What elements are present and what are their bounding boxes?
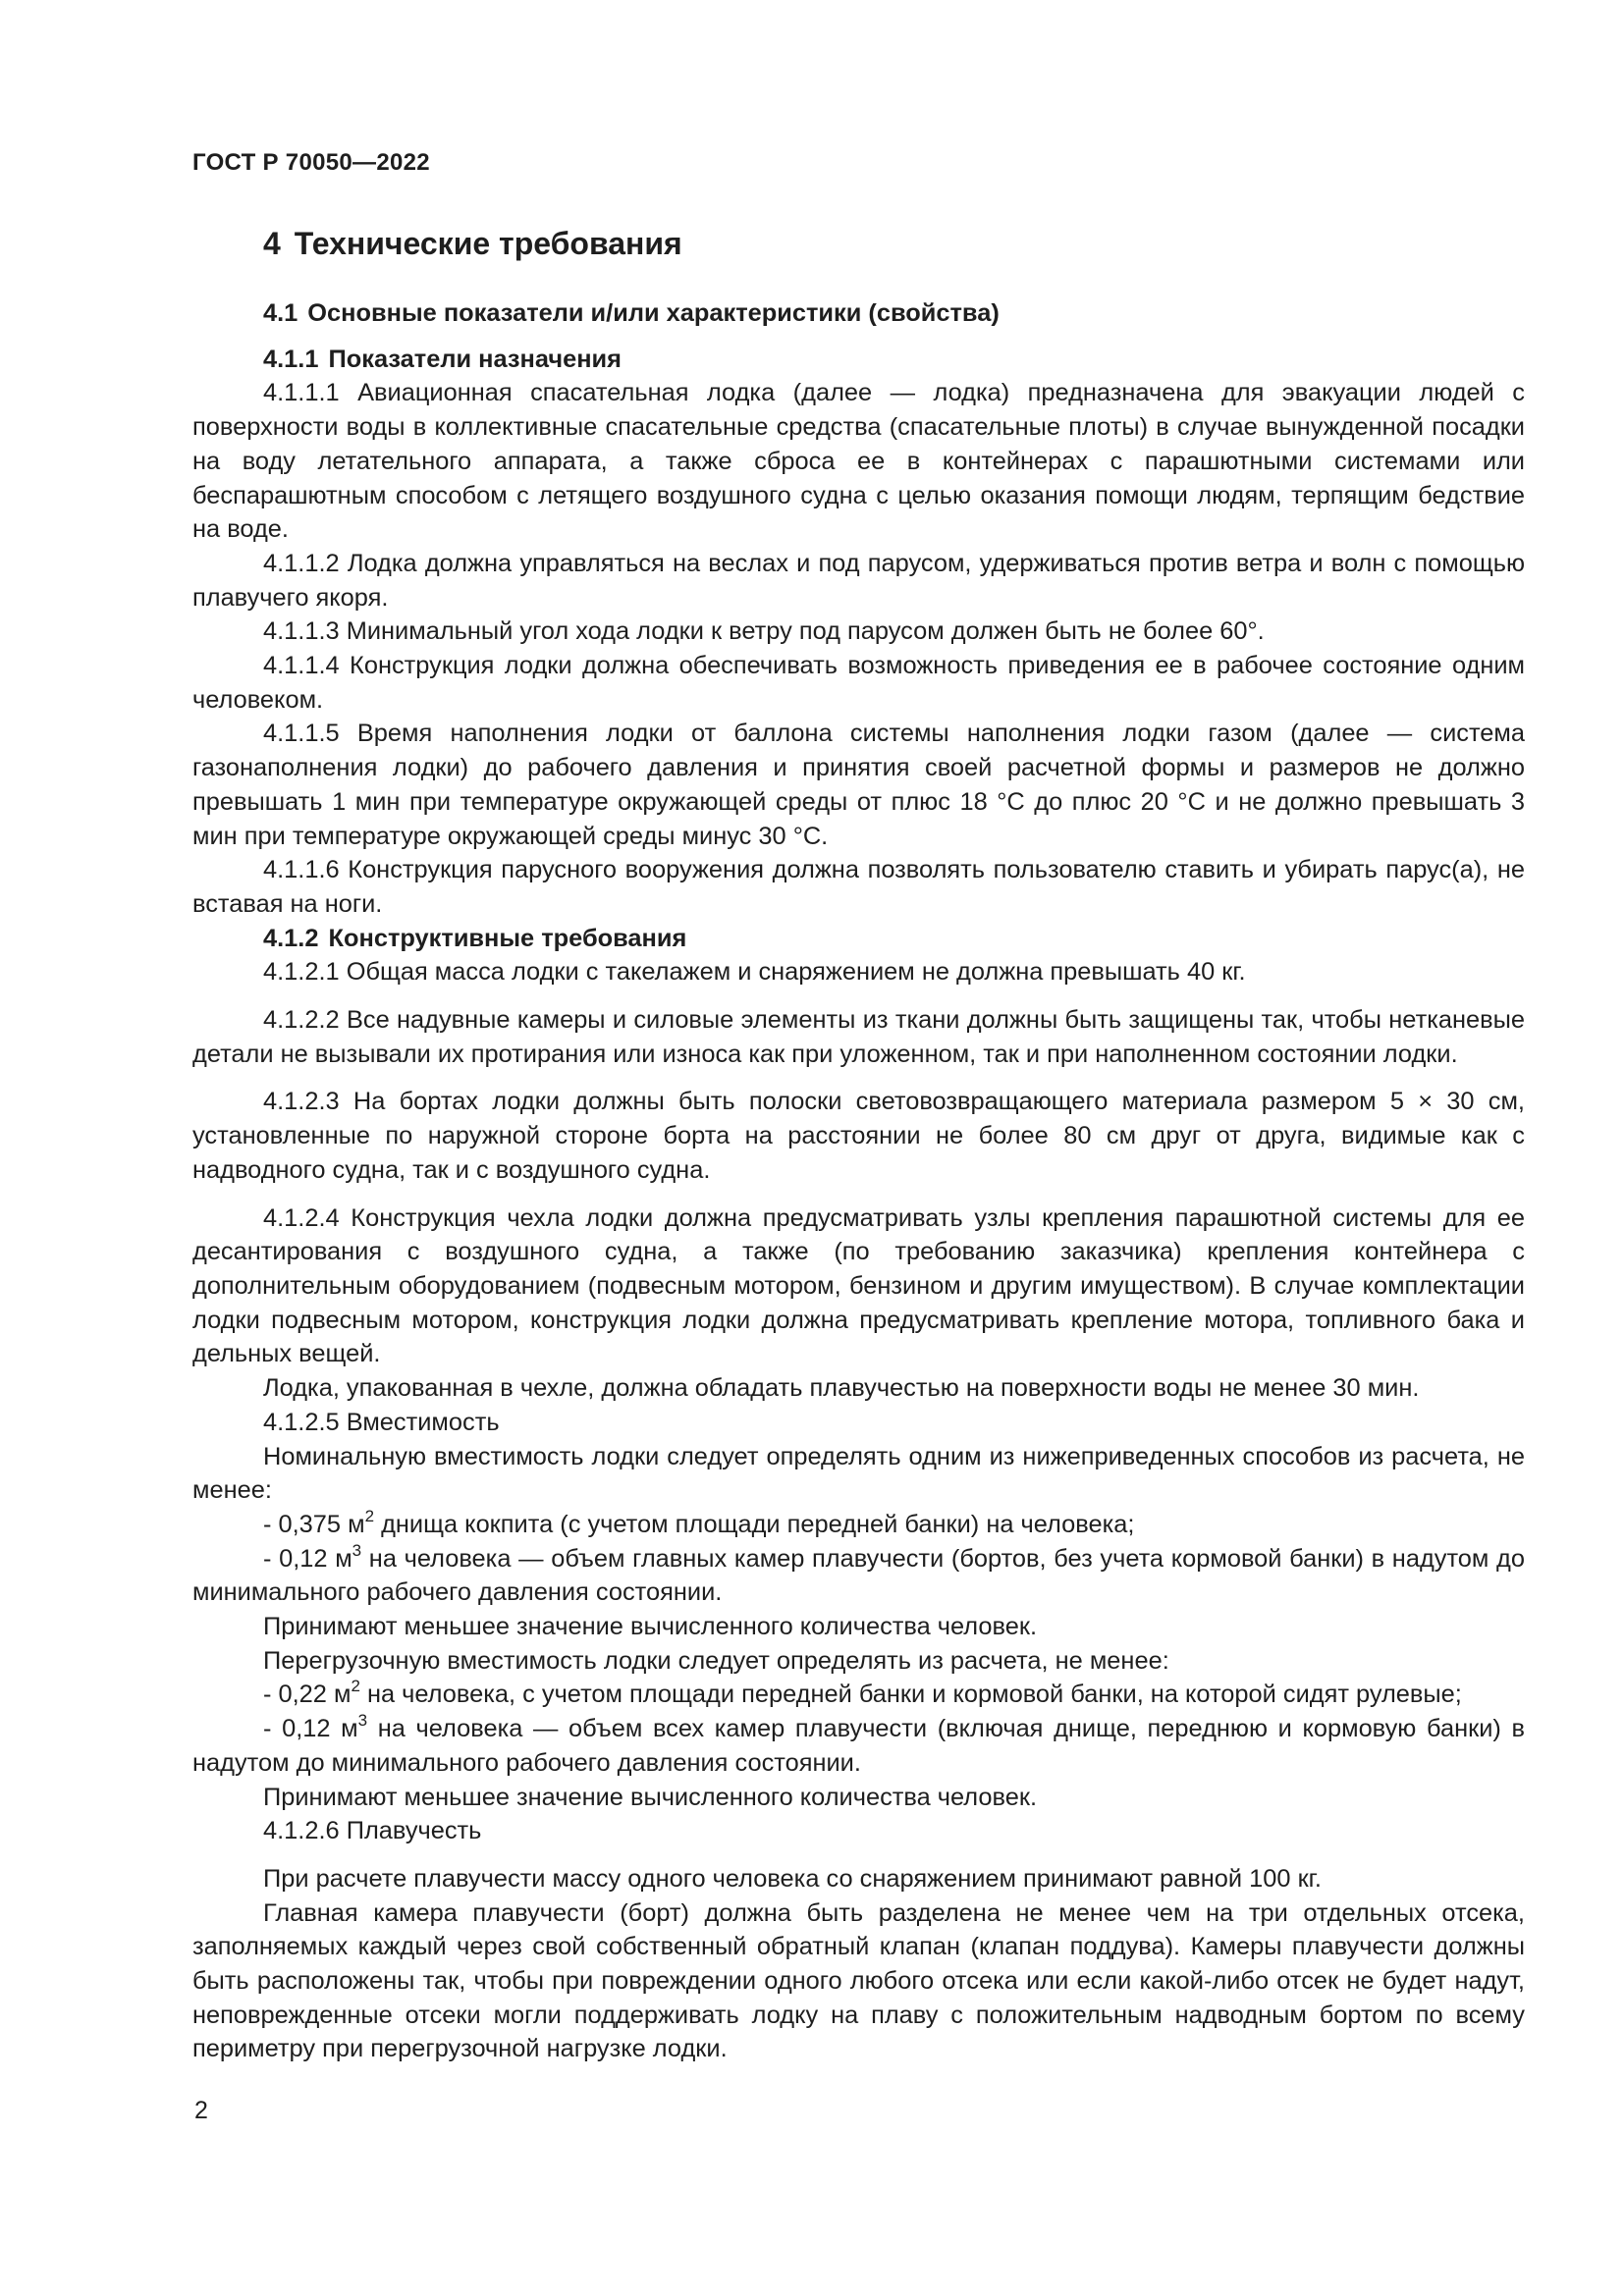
paragraph-4-1-1-1: 4.1.1.1 Авиационная спасательная лодка (далее — лодка) предназначена для эвакуации людей с поверхности воды в коллективные спасательные средства (спасательные плоты) в случае вынужденной посадки на воду летательного аппарата, а также сброса ее в контейнерах с парашютными системами или беспарашютным способом с летящего воздушного судна с целью оказания помощи людям, терпящим бедствие на воде. (192, 379, 1525, 544)
section-heading (263, 226, 682, 262)
paragraph-nominal-capacity: Номинальную вместимость лодки следует определять одним из нижеприведенных способов из расчета, не менее: (192, 1442, 1525, 1505)
paragraph-packed-buoyancy: Лодка, упакованная в чехле, должна обладать плавучестью на поверхности воды не менее 30 мин. (263, 1374, 1420, 1403)
paragraph-4-1-1-4: 4.1.1.4 Конструкция лодки должна обеспечивать возможность приведения ее в рабочее состояние одним человеком. (192, 652, 1525, 714)
subsection-title: Конструктивные требования (328, 924, 687, 952)
subsection-number: 4.1.2 (263, 924, 319, 952)
paragraph-accept-lesser-2: Принимают меньшее значение вычисленного количества человек. (263, 1783, 1038, 1811)
paragraph-main-chamber: Главная камера плавучести (борт) должна быть разделена не менее чем на три отдельных отсека, заполняемых каждый через свой собственный обратный клапан (клапан поддува). Камеры плавучести должны быть расположены так, чтобы при повреждении одного любого отсека или если какой-либо отсек не будет надут, неповрежденные отсеки могли поддерживать лодку на плаву с положительным надводным бортом по всему периметру при перегрузочной нагрузке лодки. (192, 1898, 1525, 2063)
list-item-text: на человека, с учетом площади передней банки и кормовой банки, на которой сидят рулевые; (359, 1681, 1462, 1709)
list-item-text: - 0,375 м (263, 1510, 365, 1538)
list-item-text: днища кокпита (с учетом площади передней банки) на человека; (374, 1510, 1135, 1538)
subsection-title: Показатели назначения (328, 345, 622, 373)
paragraph-4-1-2-1: 4.1.2.1 Общая масса лодки с такелажем и снаряжением не должна превышать 40 кг. (263, 958, 1246, 987)
paragraph-4-1-1-6: 4.1.1.6 Конструкция парусного вооружения должна позволять пользователю ставить и убирать парус(а), не вставая на ноги. (192, 856, 1525, 918)
superscript: 2 (351, 1677, 360, 1696)
list-item-text: - 0,12 м (263, 1544, 352, 1573)
superscript: 3 (352, 1540, 362, 1560)
document-header: ГОСТ Р 70050—2022 (192, 149, 430, 176)
list-item-text: - 0,12 м (263, 1715, 358, 1743)
paragraph-4-1-1-3: 4.1.1.3 Минимальный угол хода лодки к ветру под парусом должен быть не более 60°. (263, 617, 1265, 646)
list-item-nominal-area (192, 1508, 1525, 1542)
page-number: 2 (194, 2097, 208, 2124)
document-body (192, 296, 1525, 2066)
subsection-heading-4-1 (192, 296, 1525, 331)
section-number: 4 (263, 226, 281, 261)
list-item-overload-volume (192, 1712, 1525, 1780)
paragraph-4-1-1-2: 4.1.1.2 Лодка должна управляться на веслах и под парусом, удерживаться против ветра и волн с помощью плавучего якоря. (192, 549, 1525, 612)
superscript: 3 (357, 1711, 368, 1731)
list-item-text: на человека — объем главных камер плавучести (бортов, без учета кормовой банки) в надутом до минимального рабочего давления состоянии. (192, 1544, 1525, 1607)
subsection-number: 4.1.1 (263, 345, 319, 373)
list-item-overload-area (192, 1678, 1525, 1712)
paragraph-overload-capacity: Перегрузочную вместимость лодки следует определять из расчета, не менее: (263, 1646, 1169, 1675)
superscript: 2 (364, 1506, 375, 1525)
paragraph-4-1-2-3: 4.1.2.3 На бортах лодки должны быть полоски световозвращающего материала размером 5 × 30 см, установленные по наружной стороне борта на расстоянии не более 80 см друг от друга, видимые как с надводного судна, так и с воздушного судна. (192, 1088, 1525, 1184)
paragraph-4-1-2-5: 4.1.2.5 Вместимость (263, 1408, 500, 1436)
paragraph-4-1-2-2: 4.1.2.2 Все надувные камеры и силовые элементы из ткани должны быть защищены так, чтобы нетканевые детали не вызывали их протирания или износа как при уложенном, так и при наполненном состоянии лодки. (192, 1006, 1525, 1068)
subsection-heading-4-1-1 (192, 343, 1525, 377)
subsection-heading-4-1-2 (192, 922, 1525, 956)
section-title: Технические требования (294, 226, 682, 261)
paragraph-4-1-1-5: 4.1.1.5 Время наполнения лодки от баллона системы наполнения лодки газом (далее — система газонаполнения лодки) до рабочего давления и принятия своей расчетной формы и размеров не должно превышать 1 мин при температуре окружающей среды от плюс 18 °С до плюс 20 °С и не должно превышать 3 мин при температуре окружающей среды минус 30 °С. (192, 720, 1525, 850)
list-item-text: на человека — объем всех камер плавучести (включая днище, переднюю и кормовую банки) в надутом до минимального рабочего давления состоянии. (192, 1715, 1525, 1777)
paragraph-4-1-2-6: 4.1.2.6 Плавучесть (263, 1817, 482, 1845)
list-item-nominal-volume (192, 1542, 1525, 1610)
paragraph-4-1-2-4: 4.1.2.4 Конструкция чехла лодки должна предусматривать узлы крепления парашютной системы для ее десантирования с воздушного судна, а также (по требованию заказчика) крепления контейнера с дополнительным оборудованием (подвесным мотором, бензином и другим имуществом). В случае комплектации лодки подвесным мотором, конструкция лодки должна предусматривать крепление мотора, топливного бака и дельных вещей. (192, 1203, 1525, 1368)
paragraph-person-mass: При расчете плавучести массу одного человека со снаряжением принимают равной 100 кг. (263, 1864, 1322, 1893)
paragraph-accept-lesser-1: Принимают меньшее значение вычисленного количества человек. (263, 1613, 1038, 1641)
subsection-number: 4.1 (263, 299, 298, 327)
list-item-text: - 0,22 м (263, 1681, 352, 1709)
subsection-title: Основные показатели и/или характеристики (свойства) (307, 299, 1000, 327)
